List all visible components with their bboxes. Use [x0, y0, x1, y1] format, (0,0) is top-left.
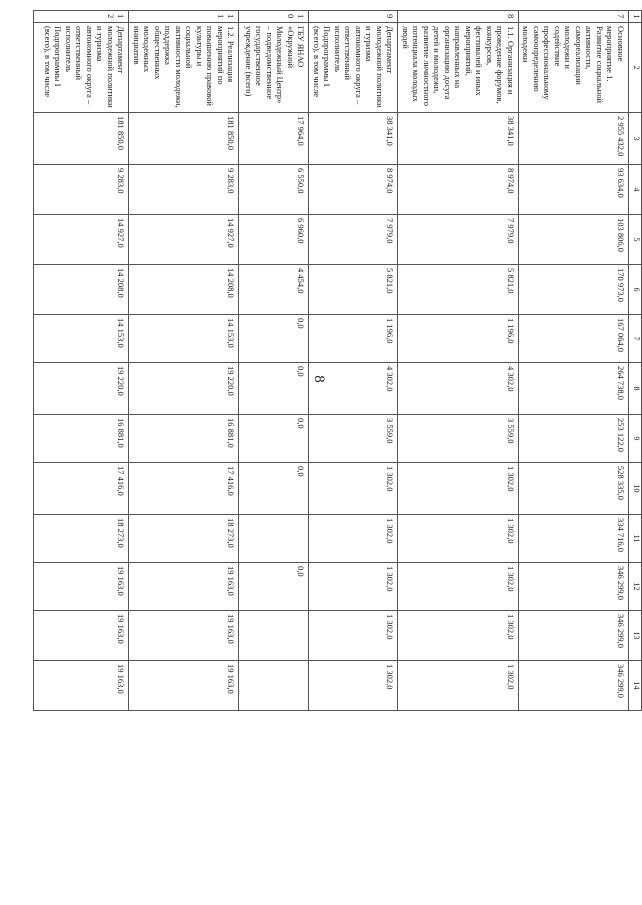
amount-cell: 1 302,0 — [309, 463, 398, 515]
amount-cell: 14 927,0 — [34, 215, 129, 265]
amount-cell: 5 821,0 — [309, 265, 398, 315]
amount-cell: 0,0 — [239, 363, 309, 415]
amount-cell: 1 302,0 — [398, 661, 519, 711]
amount-cell: 346 299,0 — [519, 661, 629, 711]
table-row — [34, 11, 129, 711]
amount-cell: 2 955 432,0 — [519, 113, 629, 165]
amount-cell: 19 163,0 — [129, 661, 239, 711]
row-description: 1.1. Организация и проведение форумов, конкурсов, фестивалей и иных мероприятий, направленных на организацию досуга детей и молодежи, развитие личностного потенциала молодых людей — [398, 23, 519, 113]
column-number: 4 — [629, 165, 642, 215]
row-description: ГБУ ЯНАО «Окружной Молодежный Центр» – подведомственное государственное учреждение (всего) — [239, 23, 309, 113]
table-row — [239, 11, 309, 711]
amount-cell: 17 416,0 — [129, 463, 239, 515]
amount-cell — [239, 515, 309, 563]
amount-cell: 1 302,0 — [309, 661, 398, 711]
column-number: 11 — [629, 515, 642, 563]
amount-cell: 18 273,0 — [34, 515, 129, 563]
amount-cell: 4 302,0 — [398, 363, 519, 415]
amount-cell: 1 302,0 — [398, 563, 519, 611]
amount-cell: 264 738,0 — [519, 363, 629, 415]
row-number: 9 — [309, 11, 398, 23]
amount-cell: 1 302,0 — [309, 563, 398, 611]
amount-cell: 4 454,0 — [239, 265, 309, 315]
row-description: Основное мероприятие 1. Развитие социальной активности, самореализации молодежи и содействие профессиональному самоопределению молодежи — [519, 23, 629, 113]
row-number: 7 — [519, 11, 629, 23]
table-row — [398, 11, 519, 711]
column-number: 3 — [629, 113, 642, 165]
column-number: 6 — [629, 265, 642, 315]
amount-cell: 1 196,0 — [398, 315, 519, 363]
amount-cell: 3 559,0 — [398, 415, 519, 463]
amount-cell: 0,0 — [239, 415, 309, 463]
amount-cell: 14 208,0 — [34, 265, 129, 315]
amount-cell: 1 302,0 — [398, 463, 519, 515]
amount-cell: 9 283,0 — [34, 165, 129, 215]
amount-cell — [239, 661, 309, 711]
amount-cell: 253 122,0 — [519, 415, 629, 463]
column-number: 8 — [629, 363, 642, 415]
row-number: 8 — [398, 11, 519, 23]
column-number: 2 — [629, 23, 642, 113]
page-number: 8 — [311, 375, 327, 383]
budget-table — [34, 10, 642, 711]
amount-cell: 1 196,0 — [309, 315, 398, 363]
amount-cell: 7 979,0 — [309, 215, 398, 265]
amount-cell: 18 273,0 — [129, 515, 239, 563]
budget-table-wrapper — [43, 10, 642, 698]
row-description: Департамент молодежной политики и туризма автономного округа – ответственный исполнитель Подпрограммы I (всего), в том числе — [309, 23, 398, 113]
amount-cell: 14 153,0 — [34, 315, 129, 363]
column-number-row — [629, 11, 642, 711]
row-number: 11 — [129, 11, 239, 23]
amount-cell: 4 302,0 — [309, 363, 398, 415]
amount-cell: 1 302,0 — [309, 515, 398, 563]
amount-cell: 167 064,0 — [519, 315, 629, 363]
amount-cell: 19 220,0 — [34, 363, 129, 415]
amount-cell: 19 220,0 — [129, 363, 239, 415]
amount-cell: 38 341,0 — [309, 113, 398, 165]
row-number: 12 — [34, 11, 129, 23]
amount-cell: 16 881,0 — [129, 415, 239, 463]
amount-cell: 181 850,0 — [34, 113, 129, 165]
amount-cell: 103 806,0 — [519, 215, 629, 265]
amount-cell: 9 283,0 — [129, 165, 239, 215]
amount-cell: 6 550,0 — [239, 165, 309, 215]
amount-cell: 346 299,0 — [519, 563, 629, 611]
column-number: 1 — [629, 11, 642, 23]
amount-cell: 19 163,0 — [129, 563, 239, 611]
amount-cell: 17 964,0 — [239, 113, 309, 165]
amount-cell: 1 302,0 — [309, 611, 398, 661]
table-row — [519, 11, 629, 711]
amount-cell: 0,0 — [239, 315, 309, 363]
column-number: 10 — [629, 463, 642, 515]
row-description: 1.2. Реализация мероприятий по повышению правовой культуры и социальной активности молодежи, поддержка общественных молодежных инициатив — [129, 23, 239, 113]
column-number: 7 — [629, 315, 642, 363]
amount-cell: 7 979,0 — [398, 215, 519, 265]
amount-cell: 38 341,0 — [398, 113, 519, 165]
amount-cell: 6 960,0 — [239, 215, 309, 265]
amount-cell — [239, 611, 309, 661]
column-number: 5 — [629, 215, 642, 265]
amount-cell: 528 335,0 — [519, 463, 629, 515]
table-row — [129, 11, 239, 711]
amount-cell: 181 850,0 — [129, 113, 239, 165]
column-number: 13 — [629, 611, 642, 661]
amount-cell: 19 163,0 — [34, 611, 129, 661]
amount-cell: 19 163,0 — [34, 661, 129, 711]
table-row — [309, 11, 398, 711]
amount-cell: 0,0 — [239, 463, 309, 515]
row-description: Департамент молодежной политики и туризма автономного округа – ответственный исполнитель Подпрограммы I (всего), в том числе — [34, 23, 129, 113]
amount-cell: 334 716,0 — [519, 515, 629, 563]
amount-cell: 346 299,0 — [519, 611, 629, 661]
amount-cell: 170 973,0 — [519, 265, 629, 315]
amount-cell: 0,0 — [239, 563, 309, 611]
amount-cell: 14 927,0 — [129, 215, 239, 265]
amount-cell: 93 634,0 — [519, 165, 629, 215]
amount-cell: 1 302,0 — [398, 611, 519, 661]
amount-cell: 14 208,0 — [129, 265, 239, 315]
column-number: 9 — [629, 415, 642, 463]
amount-cell: 5 821,0 — [398, 265, 519, 315]
amount-cell: 1 302,0 — [398, 515, 519, 563]
amount-cell: 14 153,0 — [129, 315, 239, 363]
amount-cell: 16 881,0 — [34, 415, 129, 463]
amount-cell: 8 974,0 — [309, 165, 398, 215]
amount-cell: 19 163,0 — [34, 563, 129, 611]
amount-cell: 19 163,0 — [129, 611, 239, 661]
amount-cell: 17 416,0 — [34, 463, 129, 515]
amount-cell: 8 974,0 — [398, 165, 519, 215]
column-number: 14 — [629, 661, 642, 711]
row-number: 10 — [239, 11, 309, 23]
amount-cell: 3 559,0 — [309, 415, 398, 463]
column-number: 12 — [629, 563, 642, 611]
